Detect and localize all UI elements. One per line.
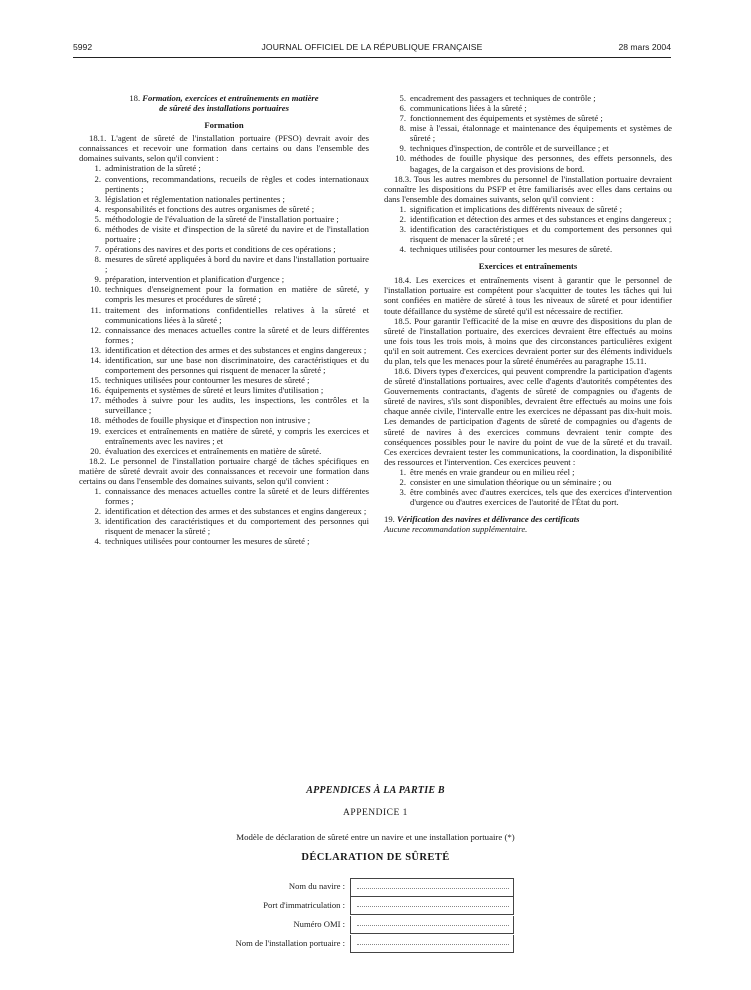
list-item [384, 153, 672, 173]
subheading-exercices: Exercices et entraînements [478, 261, 578, 272]
list-item [79, 355, 369, 375]
list-item-number: 10. [395, 153, 406, 164]
section-18-title [79, 93, 369, 113]
list-item-number: 2. [399, 476, 406, 487]
list-item-number: 2. [94, 173, 101, 184]
list-item-number: 12. [90, 324, 101, 335]
list-item-text: être combinés avec d'autres exercices, tels que des exercices d'intervention d'urgence ou d'autres exercices de l'autorité de l'État du port. [410, 486, 672, 508]
list-item [384, 244, 672, 254]
list-item [79, 305, 369, 325]
list-item-text: exercices et entraînements en matière de sûreté, y compris les exercices et entraînements avec les navires ; et [105, 425, 369, 446]
declaration-form [200, 878, 515, 954]
list-item-text: mise à l'essai, étalonnage et maintenance des équipements et systèmes de sûreté ; [410, 123, 672, 144]
list-item [79, 194, 369, 204]
list-item-number: 20. [90, 445, 101, 456]
ship-name-label: Nom du navire : [288, 881, 345, 891]
section-19-title [384, 514, 672, 524]
list-item-text: responsabilités et fonctions des autres organismes de sûreté ; [105, 203, 315, 214]
list-item [384, 103, 672, 113]
list-item-number: 14. [90, 354, 101, 365]
paragraph-18-3: 18.3. Tous les autres membres du personnel de l'installation portuaire devraient connaître les dispositions du PSFP et être familiarisés avec elles dans certains ou dans l'ensemble des domaines suivants, selon qu'il convient : [384, 173, 672, 204]
list-item [79, 224, 369, 244]
list-item-text: méthodes de fouille physique des personnes, des effets personnels, des bagages, de la cargaison et des provisions de bord. [410, 153, 672, 174]
list-item-text: équipements et systèmes de sûreté et leurs limites d'utilisation ; [105, 385, 324, 396]
form-row [200, 935, 515, 954]
list-item [79, 375, 369, 385]
list-item [384, 467, 672, 477]
list-item-text: méthodologie de l'évaluation de la sûreté de l'installation portuaire ; [105, 213, 339, 224]
list-item-number: 1. [94, 485, 101, 496]
list-item-text: être menés en vraie grandeur ou en milieu réel ; [410, 466, 575, 477]
form-row [200, 916, 515, 935]
list-item-number: 5. [94, 213, 101, 224]
list-item-number: 6. [94, 223, 101, 234]
list-item-text: mesures de sûreté appliquées à bord du navire et dans l'installation portuaire ; [105, 254, 369, 275]
list-item-text: méthodes de fouille physique et d'inspection non intrusive ; [105, 415, 311, 426]
list-item-number: 3. [399, 486, 406, 497]
list-item [384, 93, 672, 103]
form-row [200, 897, 515, 916]
list-item-number: 11. [90, 304, 101, 315]
list-item [384, 477, 672, 487]
list-item-text: techniques d'inspection, de contrôle et de surveillance ; et [410, 143, 609, 154]
list-item [384, 487, 672, 507]
list-item [79, 274, 369, 284]
list-item-text: encadrement des passagers et techniques de contrôle ; [410, 93, 596, 103]
list-item-text: méthodes à suivre pour les audits, les inspections, les contrôles et la surveillance ; [105, 395, 369, 416]
list-item [384, 214, 672, 224]
list-item-text: opérations des navires et des ports et conditions de ces opérations ; [105, 244, 336, 255]
list-18-1 [79, 163, 369, 455]
list-item [79, 254, 369, 274]
list-item-text: techniques utilisées pour contourner les mesures de sûreté ; [105, 375, 310, 386]
list-item [384, 113, 672, 123]
list-18-2-continued [384, 93, 672, 174]
paragraph-18-2: 18.2. Le personnel de l'installation portuaire chargé de tâches spécifiques en matière de sûreté devrait avoir des connaissances et recevoir une formation dans certains ou dans l'ensemble des domaines suivants, selon qu'il convient : [79, 455, 369, 486]
list-item-number: 2. [94, 506, 101, 517]
list-item [79, 284, 369, 304]
paragraph-18-4: 18.4. Les exercices et entraînements visent à garantir que le personnel de l'installation portuaire est compétent pour s'acquitter de toutes les tâches qui lui sont confiées en matière de sûreté à tous les niveaux de sûreté et pour identifier toute défaillance du système de sûreté qu'il est nécessaire de rectifier. [384, 275, 672, 316]
list-item-text: techniques utilisées pour contourner les mesures de sûreté. [410, 244, 613, 255]
paragraph-18-1: 18.1. L'agent de sûreté de l'installation portuaire (PFSO) devrait avoir des connaissances et recevoir une formation dans certains ou dans l'ensemble des domaines suivants, selon qu'il convient : [79, 133, 369, 164]
list-item-number: 5. [399, 93, 406, 103]
list-item [384, 224, 672, 244]
list-item [79, 385, 369, 395]
port-of-registry-field[interactable] [350, 897, 514, 915]
list-item [79, 204, 369, 214]
port-of-registry-label: Port d'immatriculation : [263, 900, 345, 910]
list-item-number: 1. [94, 163, 101, 174]
paragraph-18-6: 18.6. Divers types d'exercices, qui peuvent comprendre la participation d'agents de sûreté d'installations portuaires, avec celle d'agents d'autorités compétentes des Gouvernements contractants, d'agents de sûreté de compagnies ou d'agents de sûreté de navires, s'ils sont disponibles, devraient être effectués au moins une fois chaque année civile, l'intervalle entre les exercices ne dépassant pas dix-huit mois. Les demandes de participation d'agents de sûreté de compagnies ou d'agents de sûreté de navires à des exercices communs devraient tenir compte des conséquences possibles pour le navire du point de vue de la sûreté et du travail. Ces exercices devraient tester les communications, la coordination, la disponibilité des ressources et l'intervention. Ces exercices peuvent : [384, 366, 672, 467]
list-item-text: conventions, recommandations, recueils de règles et codes internationaux pertinents ; [105, 173, 369, 194]
list-18-6 [384, 467, 672, 507]
list-item [79, 395, 369, 415]
list-item-number: 4. [94, 203, 101, 214]
list-item-number: 3. [94, 516, 101, 527]
list-item-text: techniques utilisées pour contourner les mesures de sûreté ; [105, 536, 310, 547]
list-item-text: connaissance des menaces actuelles contre la sûreté et de leurs différentes formes ; [105, 324, 369, 345]
list-item-text: identification, sur une base non discriminatoire, des caractéristiques et du comportement des personnes qui risquent de menacer la sûreté ; [105, 354, 369, 376]
list-item [79, 163, 369, 173]
list-item-text: identification des caractéristiques et du comportement des personnes qui risquent de menacer la sûreté ; et [410, 224, 672, 245]
list-item-number: 7. [399, 113, 406, 124]
list-item [384, 204, 672, 214]
list-item-text: fonctionnement des équipements et systèmes de sûreté ; [410, 113, 603, 124]
list-item [79, 325, 369, 345]
list-item-number: 6. [399, 103, 406, 114]
journal-title: JOURNAL OFFICIEL DE LA RÉPUBLIQUE FRANÇAISE [261, 42, 483, 52]
list-item-number: 17. [90, 395, 101, 406]
list-item [79, 486, 369, 506]
port-facility-name-label: Nom de l'installation portuaire : [235, 938, 345, 948]
list-item-number: 15. [90, 375, 101, 386]
list-item-text: traitement des informations confidentielles relatives à la sûreté et communications liées à la sûreté ; [105, 304, 369, 325]
model-caption: Modèle de déclaration de sûreté entre un navire et une installation portuaire (*) [236, 832, 515, 842]
list-item-number: 2. [399, 213, 406, 224]
section-title-line1: Formation, exercices et entraînements en matière [142, 93, 319, 103]
list-item-text: législation et réglementation nationales pertinentes ; [105, 193, 285, 204]
list-item-number: 9. [399, 143, 406, 154]
list-item-number: 4. [399, 244, 406, 255]
list-item-number: 3. [399, 224, 406, 235]
list-item-number: 9. [94, 274, 101, 285]
section-19-title-text: Vérification des navires et délivrance des certificats [396, 514, 580, 525]
list-item-text: identification des caractéristiques et du comportement des personnes qui risquent de menacer la sûreté ; [105, 516, 369, 537]
imo-number-field[interactable] [350, 916, 514, 934]
list-item-number: 1. [399, 466, 406, 477]
list-item-text: méthodes de visite et d'inspection de la sûreté du navire et de l'installation portuaire ; [105, 223, 369, 245]
section-19-note: Aucune recommandation supplémentaire. [384, 524, 528, 535]
list-item-text: signification et implications des différents niveaux de sûreté ; [410, 203, 623, 214]
list-item [79, 446, 369, 456]
list-item [79, 174, 369, 194]
section-19-number: 19. [384, 514, 395, 525]
right-column [384, 93, 672, 534]
list-item [79, 415, 369, 425]
list-item-text: identification et détection des armes et des substances et engins dangereux ; [105, 506, 367, 517]
list-item-text: évaluation des exercices et entraînements en matière de sûreté. [105, 445, 322, 456]
list-item [79, 506, 369, 516]
list-item [79, 426, 369, 446]
issue-date: 28 mars 2004 [618, 42, 671, 52]
list-item-number: 13. [90, 344, 101, 355]
list-item-number: 1. [399, 203, 406, 214]
page-number: 5992 [73, 42, 93, 52]
appendix-label: APPENDICE 1 [343, 808, 408, 818]
imo-number-label: Numéro OMI : [293, 919, 345, 929]
list-item [79, 516, 369, 536]
declaration-title: DÉCLARATION DE SÛRETÉ [301, 852, 450, 863]
list-item [79, 536, 369, 546]
port-facility-name-field[interactable] [350, 935, 514, 953]
list-item [384, 143, 672, 153]
appendices-title: APPENDICES À LA PARTIE B [306, 785, 445, 796]
left-column [79, 93, 369, 546]
list-item-number: 8. [399, 123, 406, 134]
list-18-3 [384, 204, 672, 254]
list-item-number: 7. [94, 244, 101, 255]
subheading-formation: Formation [204, 120, 244, 131]
list-item-number: 18. [90, 415, 101, 426]
list-item-text: communications liées à la sûreté ; [410, 103, 527, 114]
list-item-number: 4. [94, 536, 101, 547]
list-item-text: préparation, intervention et planification d'urgence ; [105, 274, 285, 285]
list-item [79, 214, 369, 224]
list-item-text: connaissance des menaces actuelles contre la sûreté et de leurs différentes formes ; [105, 485, 369, 507]
list-item [79, 345, 369, 355]
section-title-line2: de sûreté des installations portuaires [159, 103, 289, 114]
header-rule [73, 57, 671, 58]
form-row [200, 878, 515, 897]
section-number: 18. [129, 93, 141, 103]
paragraph-18-5: 18.5. Pour garantir l'efficacité de la mise en œuvre des dispositions du plan de sûreté de l'installation portuaire, des exercices devraient être effectués au moins une fois tous les trois mois, à moins que des circonstances particulières exigent qu'il en soit autrement. Ces exercices devraient porter sur des éléments individuels du plan, tels que les menaces pour la sûreté énumérées au paragraphe 15.11. [384, 315, 672, 366]
list-item-text: identification et détection des armes et des substances et engins dangereux ; [105, 344, 367, 355]
list-item-number: 19. [90, 425, 101, 436]
list-item-text: administration de la sûreté ; [105, 163, 201, 174]
list-18-2 [79, 486, 369, 546]
list-item-number: 3. [94, 193, 101, 204]
list-item-text: consister en une simulation théorique ou un séminaire ; ou [410, 476, 612, 487]
ship-name-field[interactable] [350, 878, 514, 897]
list-item [384, 123, 672, 143]
list-item-text: identification et détection des armes et des substances et engins dangereux ; [410, 213, 672, 224]
list-item-number: 16. [90, 385, 101, 396]
list-item-text: techniques d'enseignement pour la formation en matière de sûreté, y compris les mesures et procédures de sûreté ; [105, 284, 369, 305]
list-item-number: 10. [90, 284, 101, 295]
list-item [79, 244, 369, 254]
list-item-number: 8. [94, 254, 101, 265]
running-header [73, 42, 671, 56]
